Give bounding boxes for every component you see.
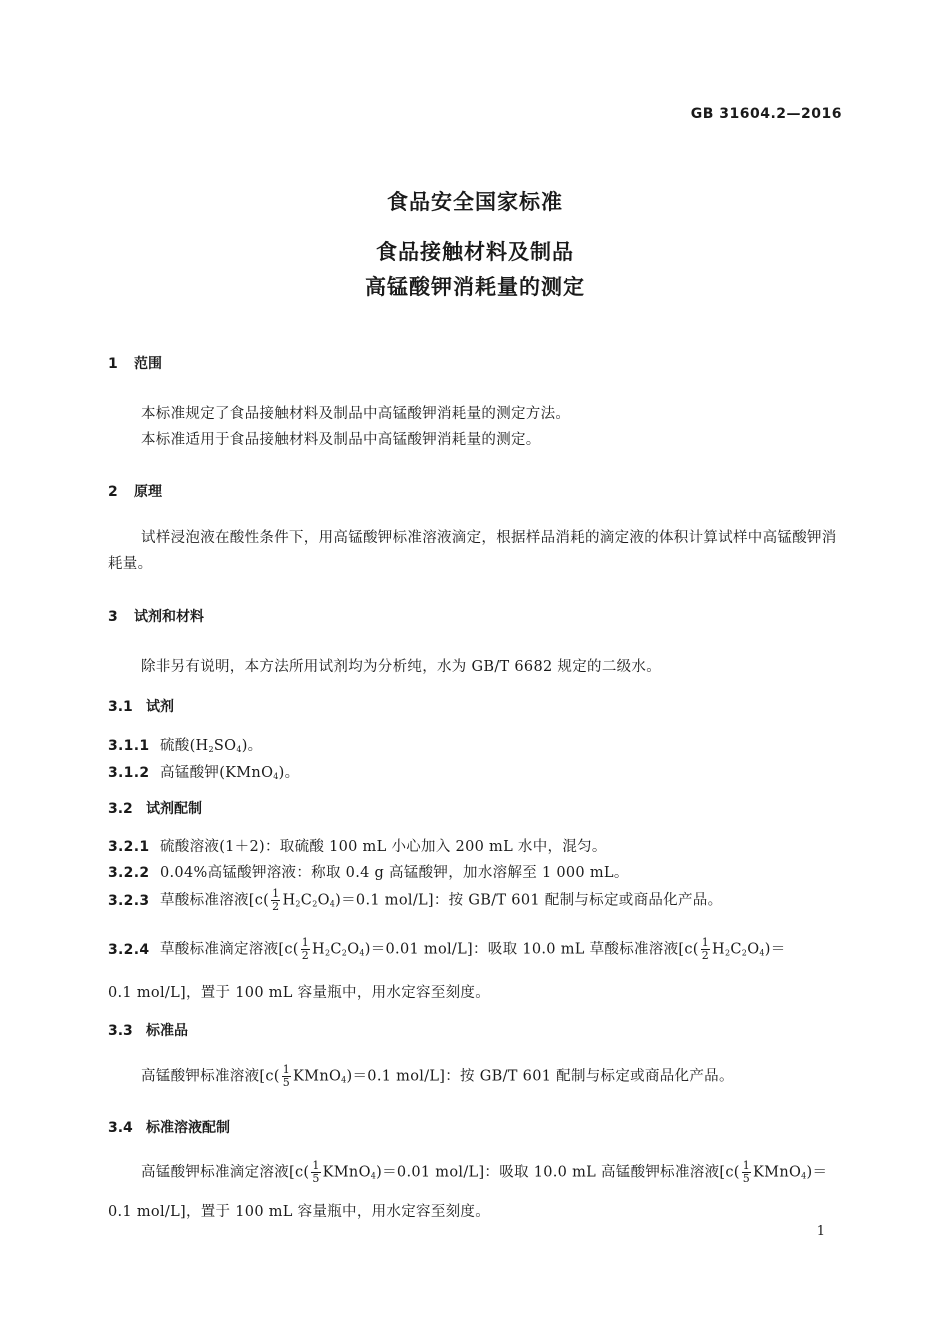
formula-text: H [312,941,325,958]
fraction [701,937,710,962]
section-3-heading [108,606,204,626]
formula-text: KMnO [322,1164,371,1181]
numerator: 1 [282,1063,291,1076]
section-number: 3 [108,609,118,625]
section-3-1-heading [108,696,174,716]
standard-solution-continuation: 0.1 mol/L]，置于 100 mL 容量瓶中，用水定容至刻度。 [108,1204,491,1220]
subscript: 2 [208,745,214,754]
item-text: )＝0.1 mol/L]：按 GB/T 601 配制与标定或商品化产品。 [346,1068,734,1085]
formula-text: C [300,892,313,909]
item-number: 3.1.2 [108,765,150,781]
fraction [282,1064,291,1089]
fraction [271,888,280,913]
subscript: 4 [359,948,365,958]
section-title: 试剂配制 [146,801,202,817]
page-number: 1 [816,1224,825,1239]
formula-text: C [730,941,742,958]
reagents-intro-paragraph: 除非另有说明，本方法所用试剂均为分析纯，水为 GB/T 6682 规定的二级水。 [141,659,662,675]
item-number: 3.2.1 [108,839,150,855]
section-3-3-heading [108,1020,188,1040]
section-number: 2 [108,484,118,500]
subtitle-line-2: 高锰酸钾消耗量的测定 [365,275,585,299]
scope-paragraph-1: 本标准规定了食品接触材料及制品中高锰酸钾消耗量的测定方法。 [141,406,571,422]
section-title: 试剂 [146,699,174,715]
section-title: 标准品 [146,1023,188,1039]
standard-number: GB 31604.2—2016 [690,106,842,122]
subscript: 4 [329,899,336,909]
item-number: 3.1.1 [108,738,150,754]
formula-text: O [347,941,360,958]
item-text: )＝ [764,941,786,958]
formula-text: 高锰酸钾(KMnO [160,765,274,781]
numerator: 1 [301,936,310,949]
subscript: 4 [801,1171,807,1181]
formula-text: O [747,941,760,958]
scope-paragraph-2: 本标准适用于食品接触材料及制品中高锰酸钾消耗量的测定。 [141,432,541,448]
fraction [742,1160,751,1185]
subscript: 2 [312,899,318,909]
item-3-2-1 [108,835,607,856]
standard-solution-paragraph [141,1160,827,1185]
section-1-heading [108,353,162,373]
item-3-2-4 [108,937,786,962]
formula-text: )。 [278,765,300,781]
subscript: 2 [741,948,748,958]
item-number: 3.2.3 [108,892,150,909]
formula-text: KMnO [753,1164,802,1181]
denominator: 2 [272,900,280,913]
section-2-heading [108,481,162,501]
numerator: 1 [272,887,280,900]
item-3-2-2 [108,861,629,882]
formula-text: O [317,892,330,909]
section-number: 3.1 [108,699,133,715]
denominator: 2 [301,949,310,962]
denominator: 5 [742,1172,751,1185]
subtitle-line-1: 食品接触材料及制品 [376,240,574,264]
item-text: )＝0.01 mol/L]：吸取 10.0 mL 草酸标准溶液[c( [364,941,699,958]
section-number: 3.2 [108,801,133,817]
formula-text: SO [213,738,237,754]
numerator: 1 [742,1159,751,1172]
section-title: 标准溶液配制 [146,1120,230,1136]
subscript: 2 [325,948,331,958]
item-text: )＝ [806,1164,828,1181]
item-text: )＝0.1 mol/L]：按 GB/T 601 配制与标定或商品化产品。 [335,892,723,909]
formula-text: KMnO [293,1068,342,1085]
formula-text: 硫酸(H [160,738,209,754]
fraction [301,937,310,962]
subscript: 4 [759,948,765,958]
subscript: 4 [370,1171,377,1181]
subscript: 4 [341,1075,347,1085]
item-text: 高锰酸钾标准溶液[c( [141,1068,280,1085]
item-3-1-1 [108,734,262,755]
section-number: 1 [108,356,118,372]
item-text: 草酸标准滴定溶液[c( [160,941,299,958]
formula-text: H [282,892,296,909]
section-number: 3.4 [108,1120,133,1136]
item-text: 草酸标准溶液[c( [160,892,270,909]
formula-text: H [712,941,725,958]
principle-paragraph: 试样浸泡液在酸性条件下，用高锰酸钾标准溶液滴定，根据样品消耗的滴定液的体积计算试样中高锰酸钾消耗量。 [108,530,837,572]
section-3-2-heading [108,798,202,818]
subscript: 2 [341,948,348,958]
main-title: 食品安全国家标准 [387,190,563,214]
item-3-1-2 [108,761,299,782]
denominator: 5 [282,1076,291,1089]
item-3-2-3 [108,888,722,913]
subscript: 2 [725,948,731,958]
denominator: 2 [701,949,710,962]
section-title: 原理 [134,484,162,500]
numerator: 1 [701,936,710,949]
standard-substance-paragraph [141,1064,734,1089]
section-number: 3.3 [108,1023,133,1039]
item-3-2-4-continuation: 0.1 mol/L]，置于 100 mL 容量瓶中，用水定容至刻度。 [108,985,491,1001]
item-number: 3.2.4 [108,941,150,958]
fraction [311,1160,320,1185]
subscript: 4 [273,772,279,781]
item-text: )＝0.01 mol/L]：吸取 10.0 mL 高锰酸钾标准溶液[c( [376,1164,740,1181]
item-text: 高锰酸钾标准滴定溶液[c( [141,1164,310,1181]
item-text: 0.04%高锰酸钾溶液：称取 0.4 g 高锰酸钾，加水溶解至 1 000 mL。 [160,865,629,881]
numerator: 1 [312,1159,320,1172]
section-title: 试剂和材料 [134,609,204,625]
subscript: 2 [295,899,301,909]
formula-text: C [330,941,342,958]
section-3-4-heading [108,1117,230,1137]
item-text: 硫酸溶液(1＋2)：取硫酸 100 mL 小心加入 200 mL 水中，混匀。 [160,839,607,855]
formula-text: )。 [241,738,263,754]
item-number: 3.2.2 [108,865,150,881]
denominator: 5 [312,1172,320,1185]
section-title: 范围 [134,356,162,372]
subscript: 4 [236,745,242,754]
